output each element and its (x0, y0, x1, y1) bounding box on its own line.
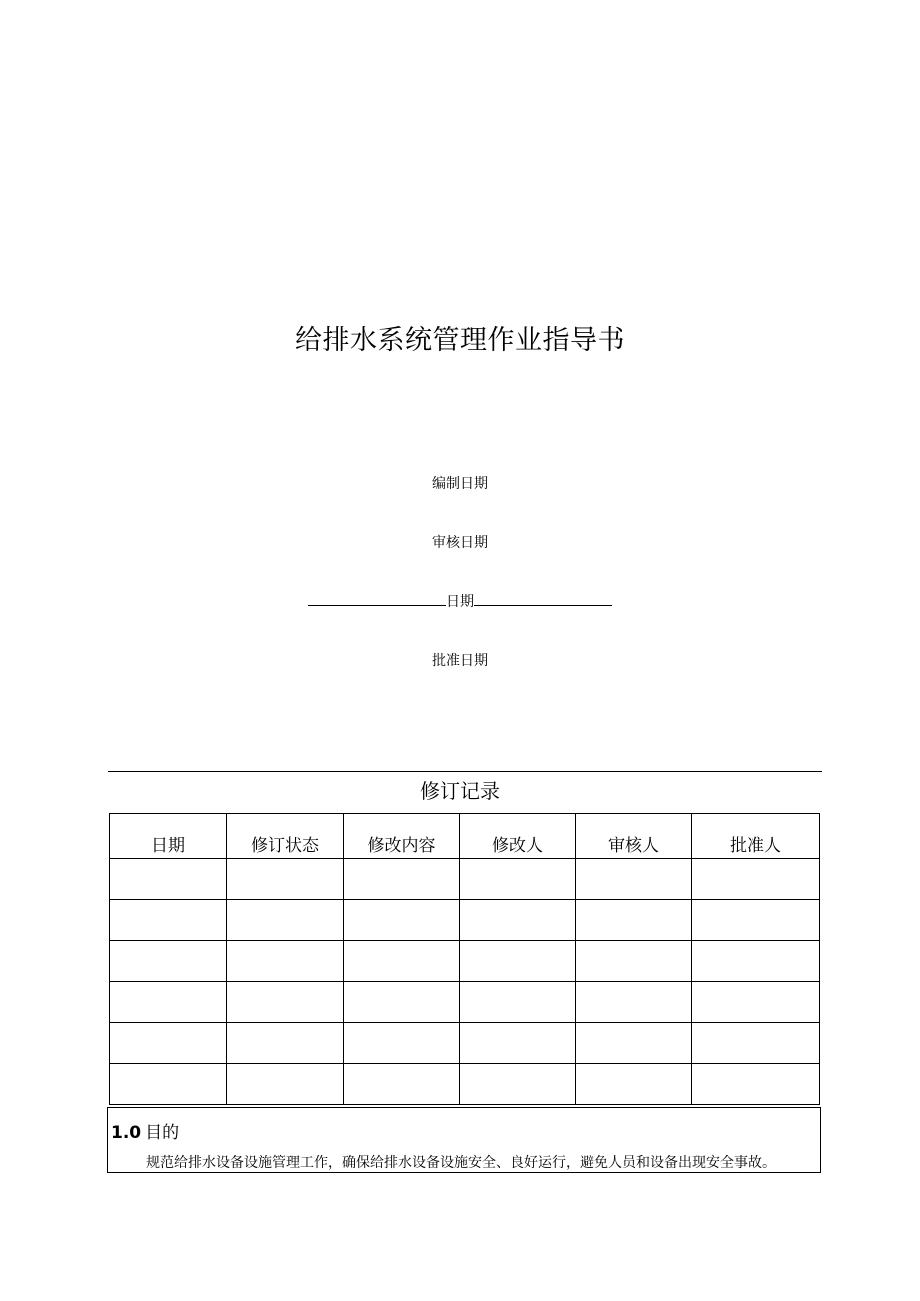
table-cell (692, 900, 820, 941)
col-header-reviewer: 审核人 (576, 814, 692, 859)
table-cell (110, 941, 227, 982)
date-label: 日期 (446, 594, 474, 610)
table-cell (227, 859, 344, 900)
table-cell (576, 941, 692, 982)
table-cell (576, 1023, 692, 1064)
purpose-section (107, 1107, 821, 1173)
table-cell (227, 1064, 344, 1105)
right-blank-line (474, 591, 612, 606)
table-cell (460, 1064, 576, 1105)
table-cell (110, 982, 227, 1023)
revision-heading: 修订记录 (420, 779, 500, 803)
table-cell (692, 859, 820, 900)
table-cell (692, 1023, 820, 1064)
table-cell (227, 941, 344, 982)
table-cell (344, 941, 460, 982)
table-cell (460, 859, 576, 900)
purpose-text: 规范给排水设备设施管理工作，确保给排水设备设施安全、良好运行，避免人员和设备出现安全事故。 (146, 1155, 776, 1171)
table-row (110, 1023, 820, 1064)
revision-divider (108, 771, 822, 772)
table-cell (110, 1023, 227, 1064)
table-row (110, 941, 820, 982)
table-cell (110, 900, 227, 941)
table-cell (692, 982, 820, 1023)
revision-header-row (110, 814, 820, 859)
table-cell (576, 982, 692, 1023)
table-cell (227, 900, 344, 941)
table-cell (692, 941, 820, 982)
document-title: 给排水系统管理作业指导书 (295, 325, 625, 356)
table-cell (692, 1064, 820, 1105)
table-cell (576, 859, 692, 900)
table-cell (460, 941, 576, 982)
col-header-modifier: 修改人 (460, 814, 576, 859)
col-header-date: 日期 (110, 814, 227, 859)
table-row (110, 1064, 820, 1105)
purpose-section-number: 1.0 (111, 1123, 142, 1143)
table-cell (344, 1064, 460, 1105)
table-cell (227, 982, 344, 1023)
approve-date-label: 批准日期 (432, 653, 488, 669)
table-row (110, 900, 820, 941)
table-row (110, 982, 820, 1023)
compile-date-label: 编制日期 (432, 476, 488, 492)
table-cell (344, 1023, 460, 1064)
date-line (0, 591, 920, 611)
table-cell (227, 1023, 344, 1064)
table-cell (576, 1064, 692, 1105)
left-blank-line (308, 591, 446, 606)
table-cell (110, 859, 227, 900)
table-cell (576, 900, 692, 941)
table-cell (344, 982, 460, 1023)
table-cell (460, 982, 576, 1023)
purpose-section-title: 目的 (145, 1123, 180, 1143)
table-cell (460, 1023, 576, 1064)
table-row (110, 859, 820, 900)
revision-table (109, 813, 820, 1105)
col-header-change-content: 修改内容 (344, 814, 460, 859)
table-cell (460, 900, 576, 941)
revision-table-body (110, 859, 820, 1105)
table-cell (344, 859, 460, 900)
review-date-label: 审核日期 (432, 535, 488, 551)
table-cell (344, 900, 460, 941)
col-header-revision-status: 修订状态 (227, 814, 344, 859)
purpose-heading (111, 1118, 179, 1143)
table-cell (110, 1064, 227, 1105)
col-header-approver: 批准人 (692, 814, 820, 859)
